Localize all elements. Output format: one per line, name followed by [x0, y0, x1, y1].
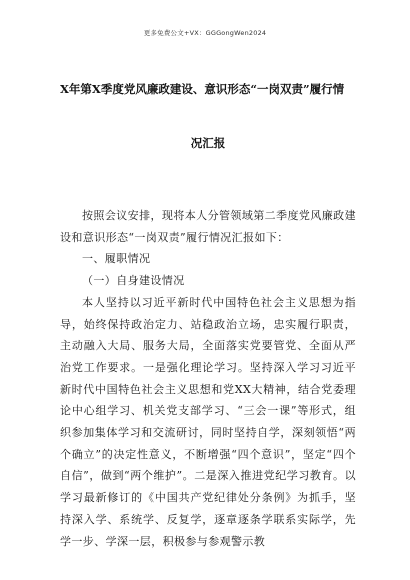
title-line-1: X年第X季度党风廉政建设、意识形态“一岗双责”履行情 [60, 82, 345, 96]
document-title [60, 70, 356, 162]
intro-paragraph: 按照会议安排，现将本人分管领域第二季度党风廉政建设和意识形态“一岗双责”履行情况汇报如下： [60, 209, 356, 244]
title-line-2: 况汇报 [190, 136, 226, 150]
body-paragraph: 本人坚持以习近平新时代中国特色社会主义思想为指导，始终保持政治定力、站稳政治立场，忠实履行职责，主动融入大局、服务大局，全面落实党要管党、全面从严治党工作要求。一是强化理论学习。坚持深入学习习近平新时代中国特色社会主义思想和党XX大精神，结合党委理论中心组学习、机关党支部学习、“三会一课”等形式，组织参加集体学习和交流研讨，同时坚持自学，深刻领悟“两个确立”的决定性意义，不断增强“四个意识”，坚定“四个自信”，做到“两个维护”。二是深入推进党纪学习教育。以学习最新修订的《中国共产党纪律处分条例》为抓手，坚持深入学、系统学、反复学，逐章逐条学联系实际学，先学一步、学深一层，积极参与参观警示教 [60, 295, 356, 548]
section-heading: 一、履职情况 [82, 252, 151, 266]
header-note: 更多免费公文+VX：GGGongWen2024 [143, 29, 267, 37]
document-body [60, 205, 356, 552]
subsection-heading: （一）自身建设情况 [82, 274, 185, 288]
